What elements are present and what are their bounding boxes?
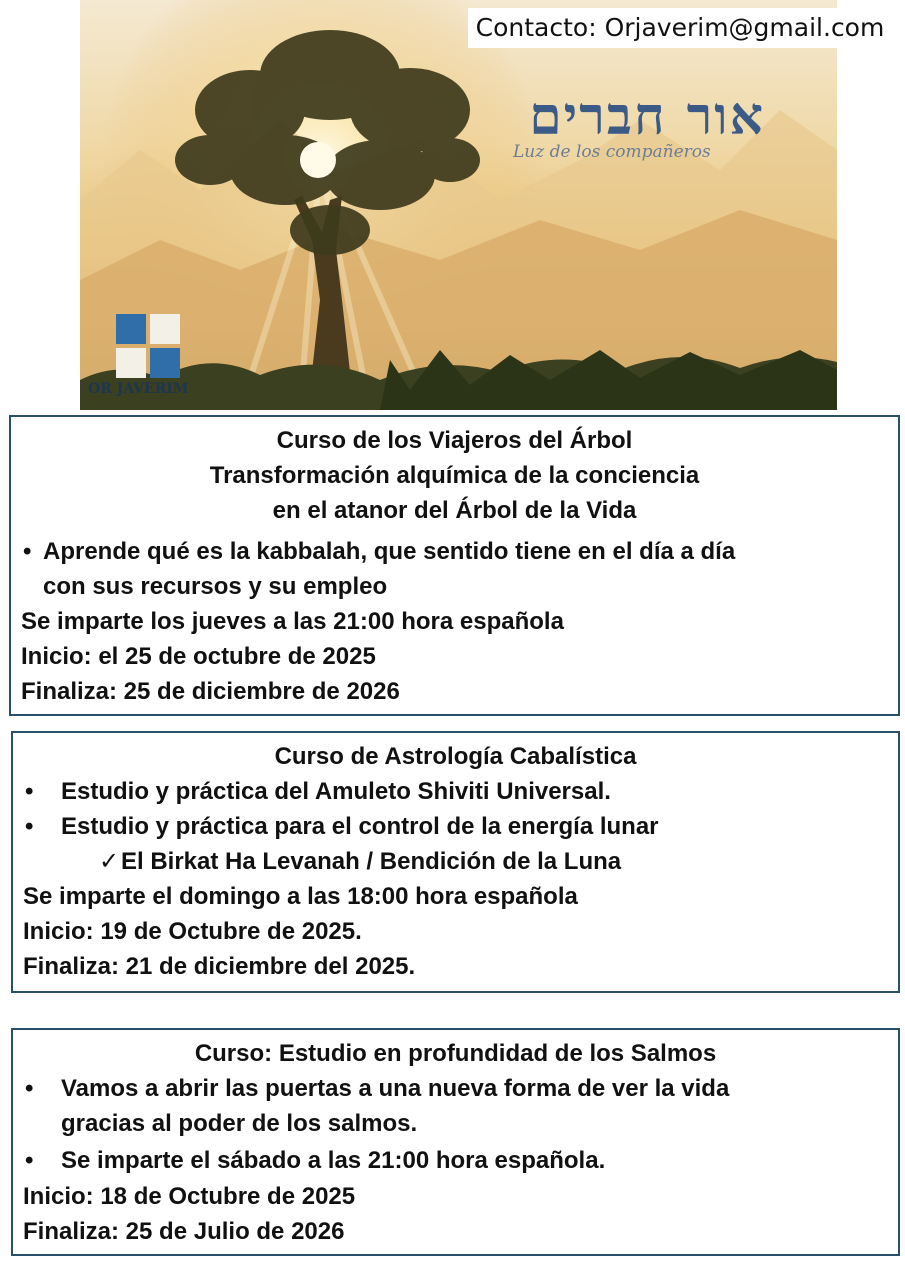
- course-topic: Estudio y práctica del Amuleto Shiviti Universal.: [61, 778, 611, 805]
- course-topic: Estudio y práctica para el control de la energía lunar: [61, 813, 659, 840]
- logo-text: OR JAVERIM: [88, 381, 189, 397]
- checkmark-icon: ✓: [99, 848, 120, 875]
- contact-email: Contacto: Orjaverim@gmail.com: [468, 8, 892, 48]
- course-title: Curso de Astrología Cabalística: [274, 743, 637, 770]
- course-title: Curso: Estudio en profundidad de los Salmos: [194, 1040, 717, 1067]
- bullet-icon: •: [25, 813, 34, 840]
- course-end: Finaliza: 25 de diciembre de 2026: [21, 678, 400, 705]
- course-schedule: Se imparte el domingo a las 18:00 hora española: [23, 883, 578, 910]
- brand-subtitle: Luz de los compañeros: [513, 142, 711, 162]
- course-subtitle: en el atanor del Árbol de la Vida: [272, 497, 637, 524]
- course-schedule: Se imparte el sábado a las 21:00 hora española.: [61, 1147, 606, 1174]
- course-title: Curso de los Viajeros del Árbol: [276, 427, 633, 454]
- bullet-icon: •: [23, 538, 32, 565]
- course-subtitle: Transformación alquímica de la conciencia: [209, 462, 700, 489]
- hebrew-title: אור חברים: [529, 86, 765, 147]
- bullet-icon: •: [25, 1075, 34, 1102]
- course-description: Aprende qué es la kabbalah, que sentido tiene en el día a día: [43, 538, 736, 565]
- course-start: Inicio: 18 de Octubre de 2025: [23, 1183, 356, 1210]
- course-start: Inicio: 19 de Octubre de 2025.: [23, 918, 362, 945]
- course-description: con sus recursos y su empleo: [43, 573, 388, 600]
- course-description: gracias al poder de los salmos.: [61, 1110, 418, 1137]
- course-viajeros-del-arbol: [9, 415, 900, 716]
- course-description: Vamos a abrir las puertas a una nueva forma de ver la vida: [61, 1075, 730, 1102]
- course-schedule: Se imparte los jueves a las 21:00 hora española: [21, 608, 564, 635]
- course-salmos: [11, 1028, 900, 1256]
- landscape-illustration: [80, 0, 837, 410]
- course-end: Finaliza: 21 de diciembre del 2025.: [23, 953, 416, 980]
- sun-glow: [300, 142, 336, 178]
- course-subtopic: El Birkat Ha Levanah / Bendición de la Luna: [121, 848, 622, 875]
- or-javerim-logo: [116, 314, 180, 378]
- bullet-icon: •: [25, 778, 34, 805]
- course-end: Finaliza: 25 de Julio de 2026: [23, 1218, 345, 1245]
- course-start: Inicio: el 25 de octubre de 2025: [21, 643, 376, 670]
- header-banner: [80, 0, 837, 410]
- course-astrologia-cabalistica: [11, 731, 900, 993]
- bullet-icon: •: [25, 1147, 34, 1174]
